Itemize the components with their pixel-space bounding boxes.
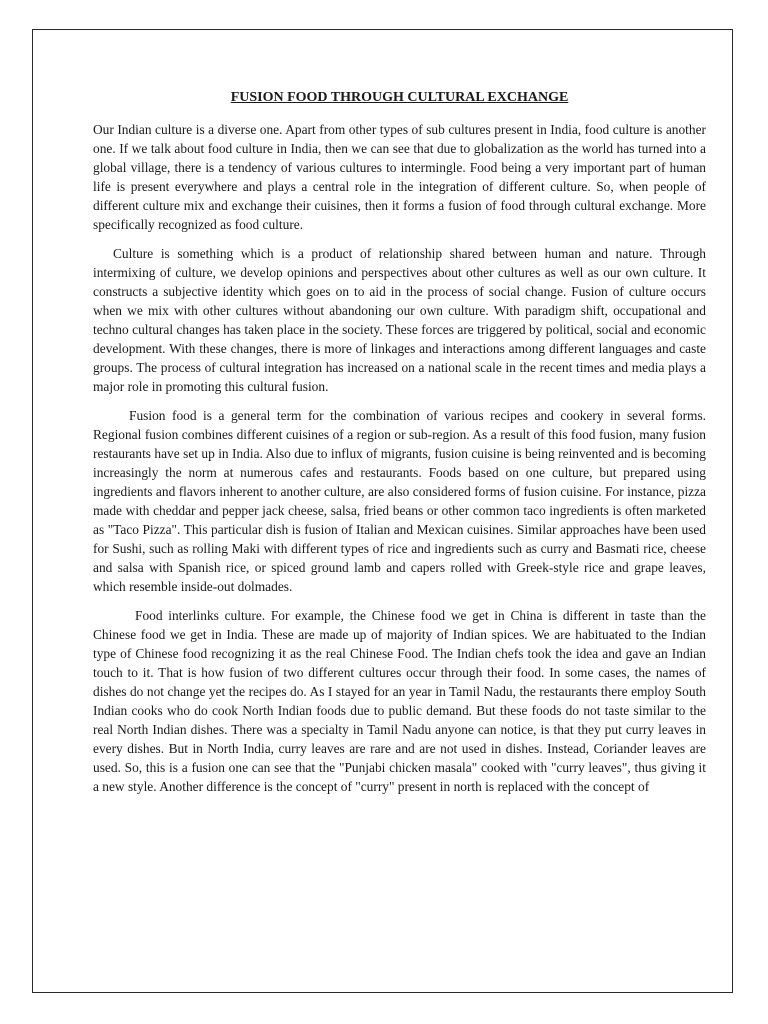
document-title: FUSION FOOD THROUGH CULTURAL EXCHANGE [230, 90, 569, 105]
paragraph-3: Fusion food is a general term for the combination of various recipes and cookery in several forms. Regional fusion combines different cuisines of a region or sub-region. As a result of this food fusion, many fusion restaurants have set up in India. Also due to influx of migrants, fusion cuisine is being reinvented and is becoming increasingly the norm at numerous cafes and restaurants. Foods based on one culture, but prepared using ingredients and flavors inherent to another culture, are also considered forms of fusion cuisine. For instance, pizza made with cheddar and pepper jack cheese, salsa, fried beans or other common taco ingredients is often marketed as "Taco Pizza". This particular dish is fusion of Italian and Mexican cuisines. Similar approaches have been used for Sushi, such as rolling Maki with different types of rice and ingredients such as curry and Basmati rice, cheese and salsa with Spanish rice, or spiced ground lamb and capers rolled with Greek-style rice and grape leaves, which resemble inside-out dolmades. [93, 408, 706, 594]
paragraph-1: Our Indian culture is a diverse one. Apart from other types of sub cultures present in India, food culture is another one. If we talk about food culture in India, then we can see that due to globalization as the world has turned into a global village, there is a tendency of various cultures to intermingle. Food being a very important part of human life is present everywhere and plays a central role in the integration of different culture. So, when people of different culture mix and exchange their cuisines, then it forms a fusion of food through cultural exchange. More specifically recognized as food culture. [93, 122, 706, 232]
paragraph-2: Culture is something which is a product of relationship shared between human and nature. Through intermixing of culture, we develop opinions and perspectives about other cultures as well as our own culture. It constructs a subjective identity which goes on to aid in the process of social change. Fusion of culture occurs when we mix with other cultures without abandoning our own culture. With paradigm shift, occupational and techno cultural changes has taken place in the society. These forces are triggered by political, social and economic development. With these changes, there is more of linkages and interactions among different languages and caste groups. The process of cultural integration has increased on a national scale in the recent times and media plays a major role in promoting this cultural fusion. [93, 246, 706, 394]
document-body [93, 30, 706, 796]
paragraph-4: Food interlinks culture. For example, the Chinese food we get in China is different in taste than the Chinese food we get in India. These are made up of majority of Indian spices. We are habituated to the Indian type of Chinese food recognizing it as the real Chinese Food. The Indian chefs took the idea and gave an Indian touch to it. That is how fusion of two different cultures occur through their food. In some cases, the names of dishes do not change yet the recipes do. As I stayed for an year in Tamil Nadu, the restaurants there employ South Indian cooks who do cook North Indian foods due to public demand. But these foods do not taste similar to the real North Indian dishes. There was a specialty in Tamil Nadu anyone can notice, is that they put curry leaves in every dishes. But in North India, curry leaves are rare and are not used in dishes. Instead, Coriander leaves are used. So, this is a fusion one can see that the "Punjabi chicken masala" cooked with "curry leaves", thus giving it a new style. Another difference is the concept of "curry" present in north is replaced with the concept of [93, 608, 706, 794]
document-page [32, 29, 733, 993]
